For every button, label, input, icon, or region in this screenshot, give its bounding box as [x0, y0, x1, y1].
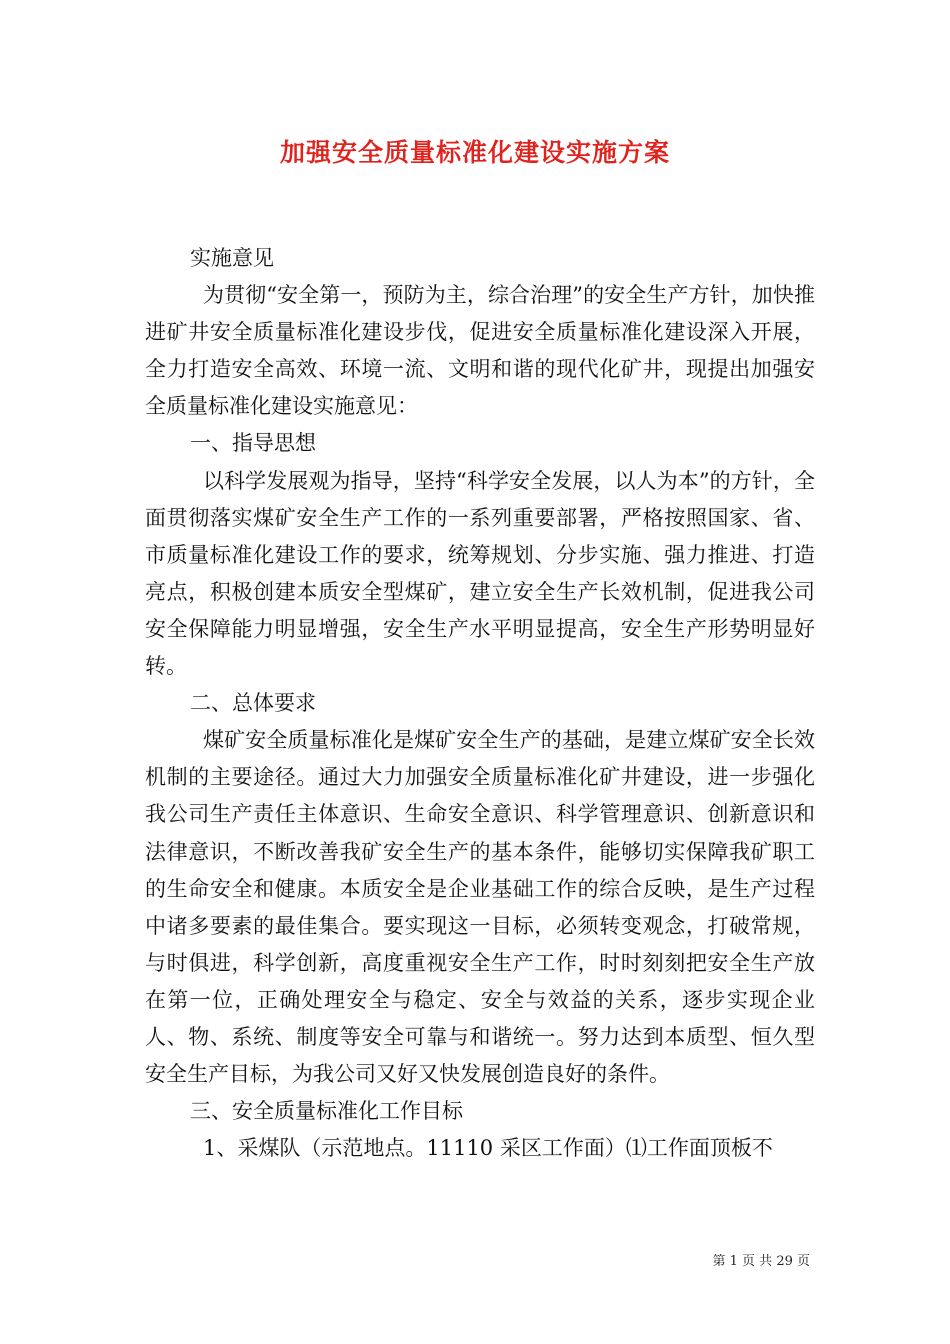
page-number: 第 1 页 共 29 页 — [712, 1254, 810, 1269]
guiding-ideology-paragraph: 以科学发展观为指导，坚持“科学安全发展，以人为本”的方针，全面贯彻落实煤矿安全生产工作的一系列重要部署，严格按照国家、省、市质量标准化建设工作的要求，统筹规划、分步实施、强力推进、打造亮点，积极创建本质安全型煤矿，建立安全生产长效机制，促进我公司安全保障能力明显增强，安全生产水平明显提高，安全生产形势明显好转。 — [145, 468, 815, 679]
general-requirements-paragraph: 煤矿安全质量标准化是煤矿安全生产的基础，是建立煤矿安全长效机制的主要途径。通过大力加强安全质量标准化矿井建设，进一步强化我公司生产责任主体意识、生命安全意识、科学管理意识、创新意识和法律意识，不断改善我矿安全生产的基本条件，能够切实保障我矿职工的生命安全和健康。本质安全是企业基础工作的综合反映，是生产过程中诸多要素的最佳集合。要实现这一目标，必须转变观念，打破常规，与时俱进，科学创新，高度重视安全生产工作，时时刻刻把安全生产放在第一位，正确处理安全与稳定、安全与效益的关系，逐步实现企业人、物、系统、制度等安全可靠与和谐统一。努力达到本质型、恒久型安全生产目标，为我公司又好又快发展创造良好的条件。 — [145, 728, 815, 1087]
heading-general-requirements: 二、总体要求 — [190, 691, 316, 716]
heading-guiding-ideology: 一、指导思想 — [190, 431, 316, 456]
section-label: 实施意见 — [190, 246, 274, 270]
heading-work-goals: 三、安全质量标准化工作目标 — [190, 1099, 463, 1124]
intro-paragraph: 为贯彻“安全第一，预防为主，综合治理”的安全生产方针，加快推进矿井安全质量标准化建设步伐，促进安全质量标准化建设深入开展，全力打造安全高效、环境一流、文明和谐的现代化矿井，现提出加强安全质量标准化建设实施意见： — [145, 283, 815, 419]
work-goals-item: 1、采煤队（示范地点。11110 采区工作面）⑴工作面顶板不 — [203, 1136, 773, 1161]
document-title: 加强安全质量标准化建设实施方案 — [279, 138, 670, 167]
document-body — [145, 240, 815, 1167]
